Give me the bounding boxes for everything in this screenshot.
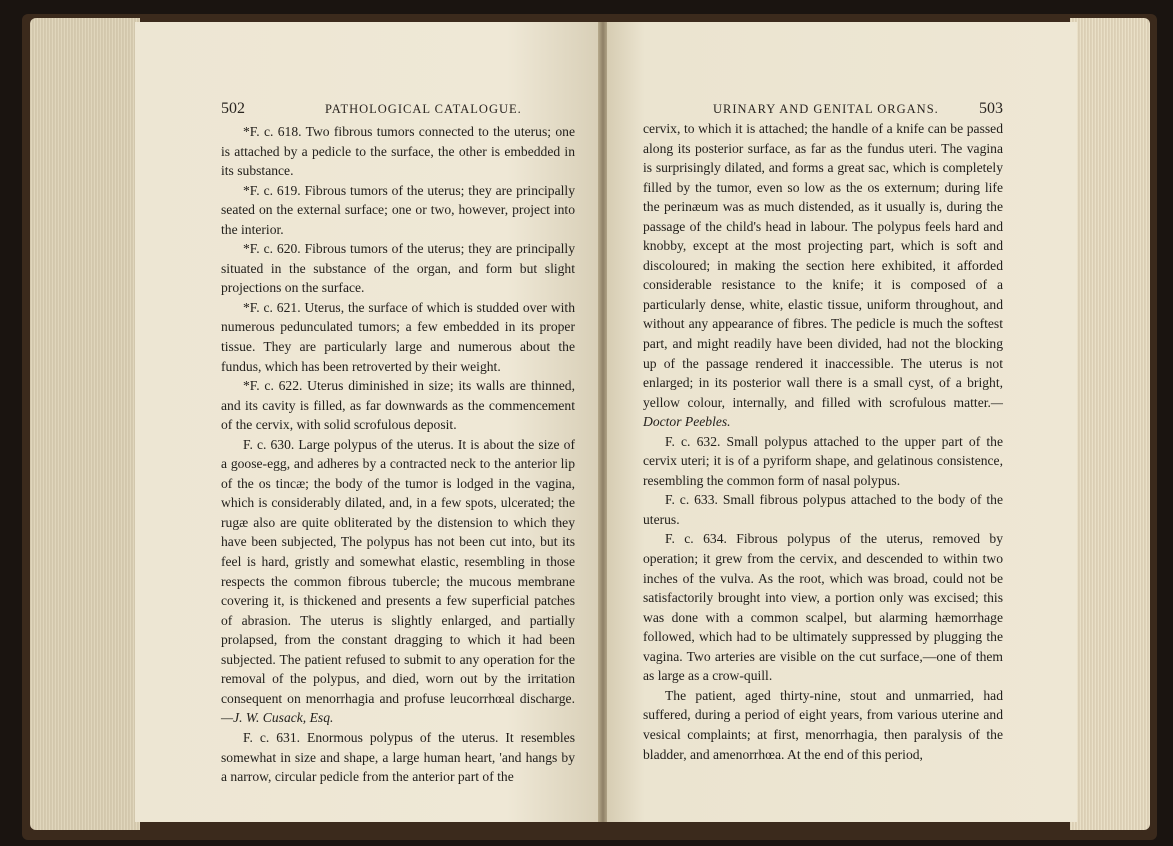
left-page (135, 22, 600, 822)
entry-618: *F. c. 618. Two fibrous tumors connected to the uterus; one is attached by a pedicle to the surface, the other is embedded in its substance. (221, 124, 575, 179)
right-text-block (643, 119, 1003, 764)
entry-633: F. c. 633. Small fibrous polypus attached to the body of the uterus. (643, 492, 1003, 527)
left-text-block (221, 122, 575, 787)
entry-630-text: F. c. 630. Large polypus of the uterus. It is about the size of a goose-egg, and adheres by a contracted neck to the anterior lip of the os tincæ; the body of the tumor is lodged in the vagina, which is considerably dilated, and, in a few spots, ulcerated; the rugæ also are quite obliterated by the distension to which they have been subjected, The polypus has not been cut into, but its feel is hard, gristly and somewhat elastic, resembling in those respects the common fibrous tubercle; the mucous membrane covering it, is thickened and presents a few superficial patches of abrasion. The uterus is slightly enlarged, and partially prolapsed, from the constant dragging to which it had been subjected. The patient refused to submit to any operation for the removal of the polypus, and died, worn out by the irritation consequent on menorrhagia and profuse leucorrhœal discharge. (221, 436, 575, 706)
entry-621: *F. c. 621. Uterus, the surface of which is studded over with numerous pedunculated tumors; a few embedded in its proper tissue. They are particularly large and numerous about the fundus, which has been retroverted by their weight. (221, 299, 575, 374)
patient-history: The patient, aged thirty-nine, stout and unmarried, had suffered, during a period of eight years, from various uterine and vesical complaints; at first, menorrhagia, then paralysis of the bladder, and amenorrhœa. At the end of this period, (643, 687, 1003, 762)
entry-634: F. c. 634. Fibrous polypus of the uterus, removed by operation; it grew from the cervix, and descended to within two inches of the vulva. As the root, which was broad, could not be satisfactorily brought into view, a portion only was excised; this was done with a common scalpel, but alarming hæmorrhage followed, which had to be ultimately suppressed by plugging the vagina. Two arteries are visible on the cut surface,—one of them as large as a crow-quill. (643, 531, 1003, 684)
entry-632: F. c. 632. Small polypus attached to the upper part of the cervix uteri; it is of a pyriform shape, and gelatinous consistence, resembling the common form of nasal polypus. (643, 433, 1003, 488)
entry-622: *F. c. 622. Uterus diminished in size; its walls are thinned, and its cavity is filled, as far downwards as the commencement of the cervix, with solid scrofulous deposit. (221, 378, 575, 433)
entry-631: F. c. 631. Enormous polypus of the uterus. It resembles somewhat in size and shape, a large human heart, 'and hangs by a narrow, circular pedicle from the anterior part of the (221, 729, 575, 785)
entry-619: *F. c. 619. Fibrous tumors of the uterus; they are principally seated on the external surface; one or two, however, project into the interior. (221, 182, 575, 237)
page-number: 503 (979, 100, 1003, 117)
right-page (607, 22, 1077, 822)
entry-630-signature: —J. W. Cusack, Esq. (221, 710, 334, 726)
running-head: PATHOLOGICAL CATALOGUE. (325, 102, 522, 116)
entry-630 (221, 435, 575, 728)
page-number: 502 (221, 100, 245, 117)
entry-620: *F. c. 620. Fibrous tumors of the uterus; they are principally situated in the substance of the organ, and form but slight projections on the surface. (221, 241, 575, 296)
page-edges-left (30, 18, 140, 830)
entry-631-signature: —Doctor Peebles. (643, 394, 1003, 430)
running-head: URINARY AND GENITAL ORGANS. (713, 102, 939, 116)
entry-631-text: cervix, to which it is attached; the handle of a knife can be passed along its posterior surface, as far as the fundus uteri. The vagina is surprisingly dilated, and forms a great sac, which is completely filled by the tumor, even so low as the os externum; during life the perinæum was as much distended, as it usually is, during the passage of the child's head in labour. The polypus feels hard and knobby, except at the most projecting part, which is soft and discoloured; in making the section here exhibited, it afforded considerable resistance to the knife; it is composed of a particularly dense, white, elastic tissue, uniform throughout, and without any appearance of fibres. The pedicle is much the softest part, and might readily have been divided, had not the blocking up of the passage rendered it inaccessible. The uterus is not enlarged; in its posterior wall there is a small cyst, of a bright, yellow colour, internally, and filled with scrofulous matter. (643, 121, 1003, 410)
entry-631-continued (643, 119, 1003, 432)
page-edges-right (1070, 18, 1150, 830)
